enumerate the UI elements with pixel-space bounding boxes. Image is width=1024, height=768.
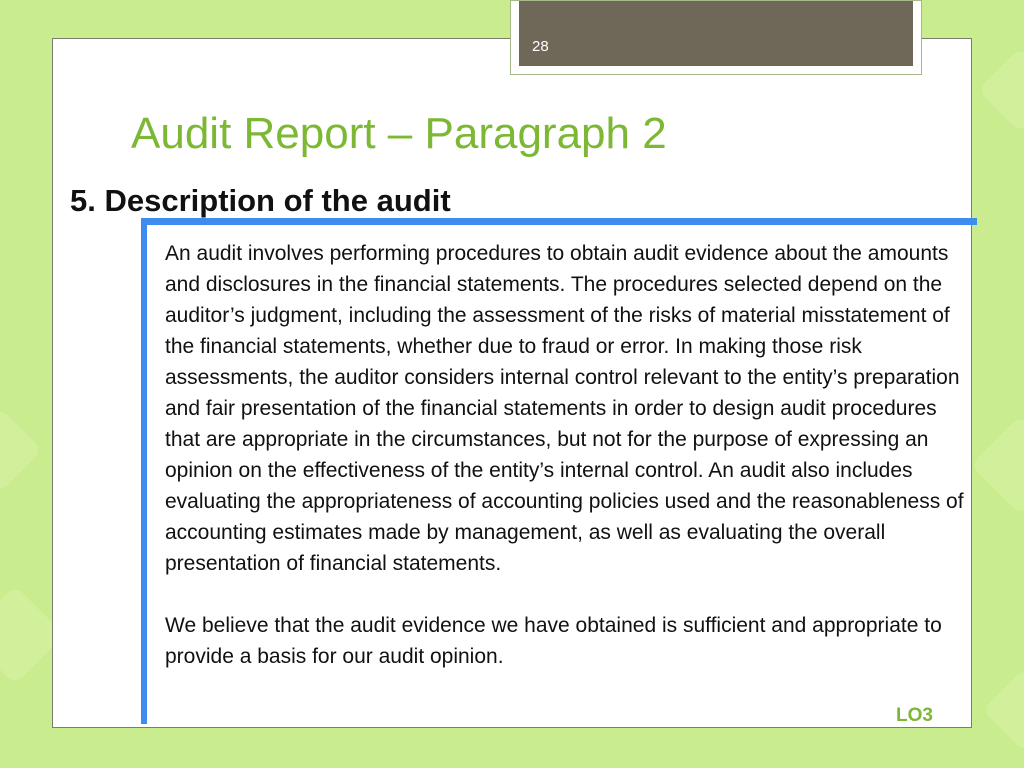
background-tile xyxy=(971,416,1024,515)
slide-subtitle: 5. Description of the audit xyxy=(70,183,451,218)
background-tile xyxy=(0,408,42,493)
accent-bar-left xyxy=(141,218,147,724)
body-text xyxy=(165,238,970,672)
background-tile xyxy=(978,48,1024,133)
page-number-tab-fill xyxy=(519,1,913,66)
body-paragraph: We believe that the audit evidence we have obtained is sufficient and appropriate to provide a basis for our audit opinion. xyxy=(165,614,942,668)
page-number: 28 xyxy=(532,38,549,55)
page-number-tab xyxy=(510,0,922,75)
background-tile xyxy=(983,668,1024,753)
body-paragraph: An audit involves performing procedures to obtain audit evidence about the amounts and disclosures in the financial statements. The procedures selected depend on the auditor’s judgment, including the assessment of the risks of material misstatement of the financial statements, whether due to fraud or error. In making those risk assessments, the auditor considers internal control relevant to the entity’s preparation and fair presentation of the financial statements in order to design audit procedures that are appropriate in the circumstances, but not for the purpose of expressing an opinion on the effectiveness of the entity’s internal control. An audit also includes evaluating the appropriateness of accounting policies used and the reasonableness of accounting estimates made by management, as well as evaluating the overall presentation of financial statements. xyxy=(165,242,964,575)
slide-title: Audit Report – Paragraph 2 xyxy=(131,109,667,158)
accent-bar-top xyxy=(141,218,977,225)
learning-objective-tag: LO3 xyxy=(896,705,933,726)
